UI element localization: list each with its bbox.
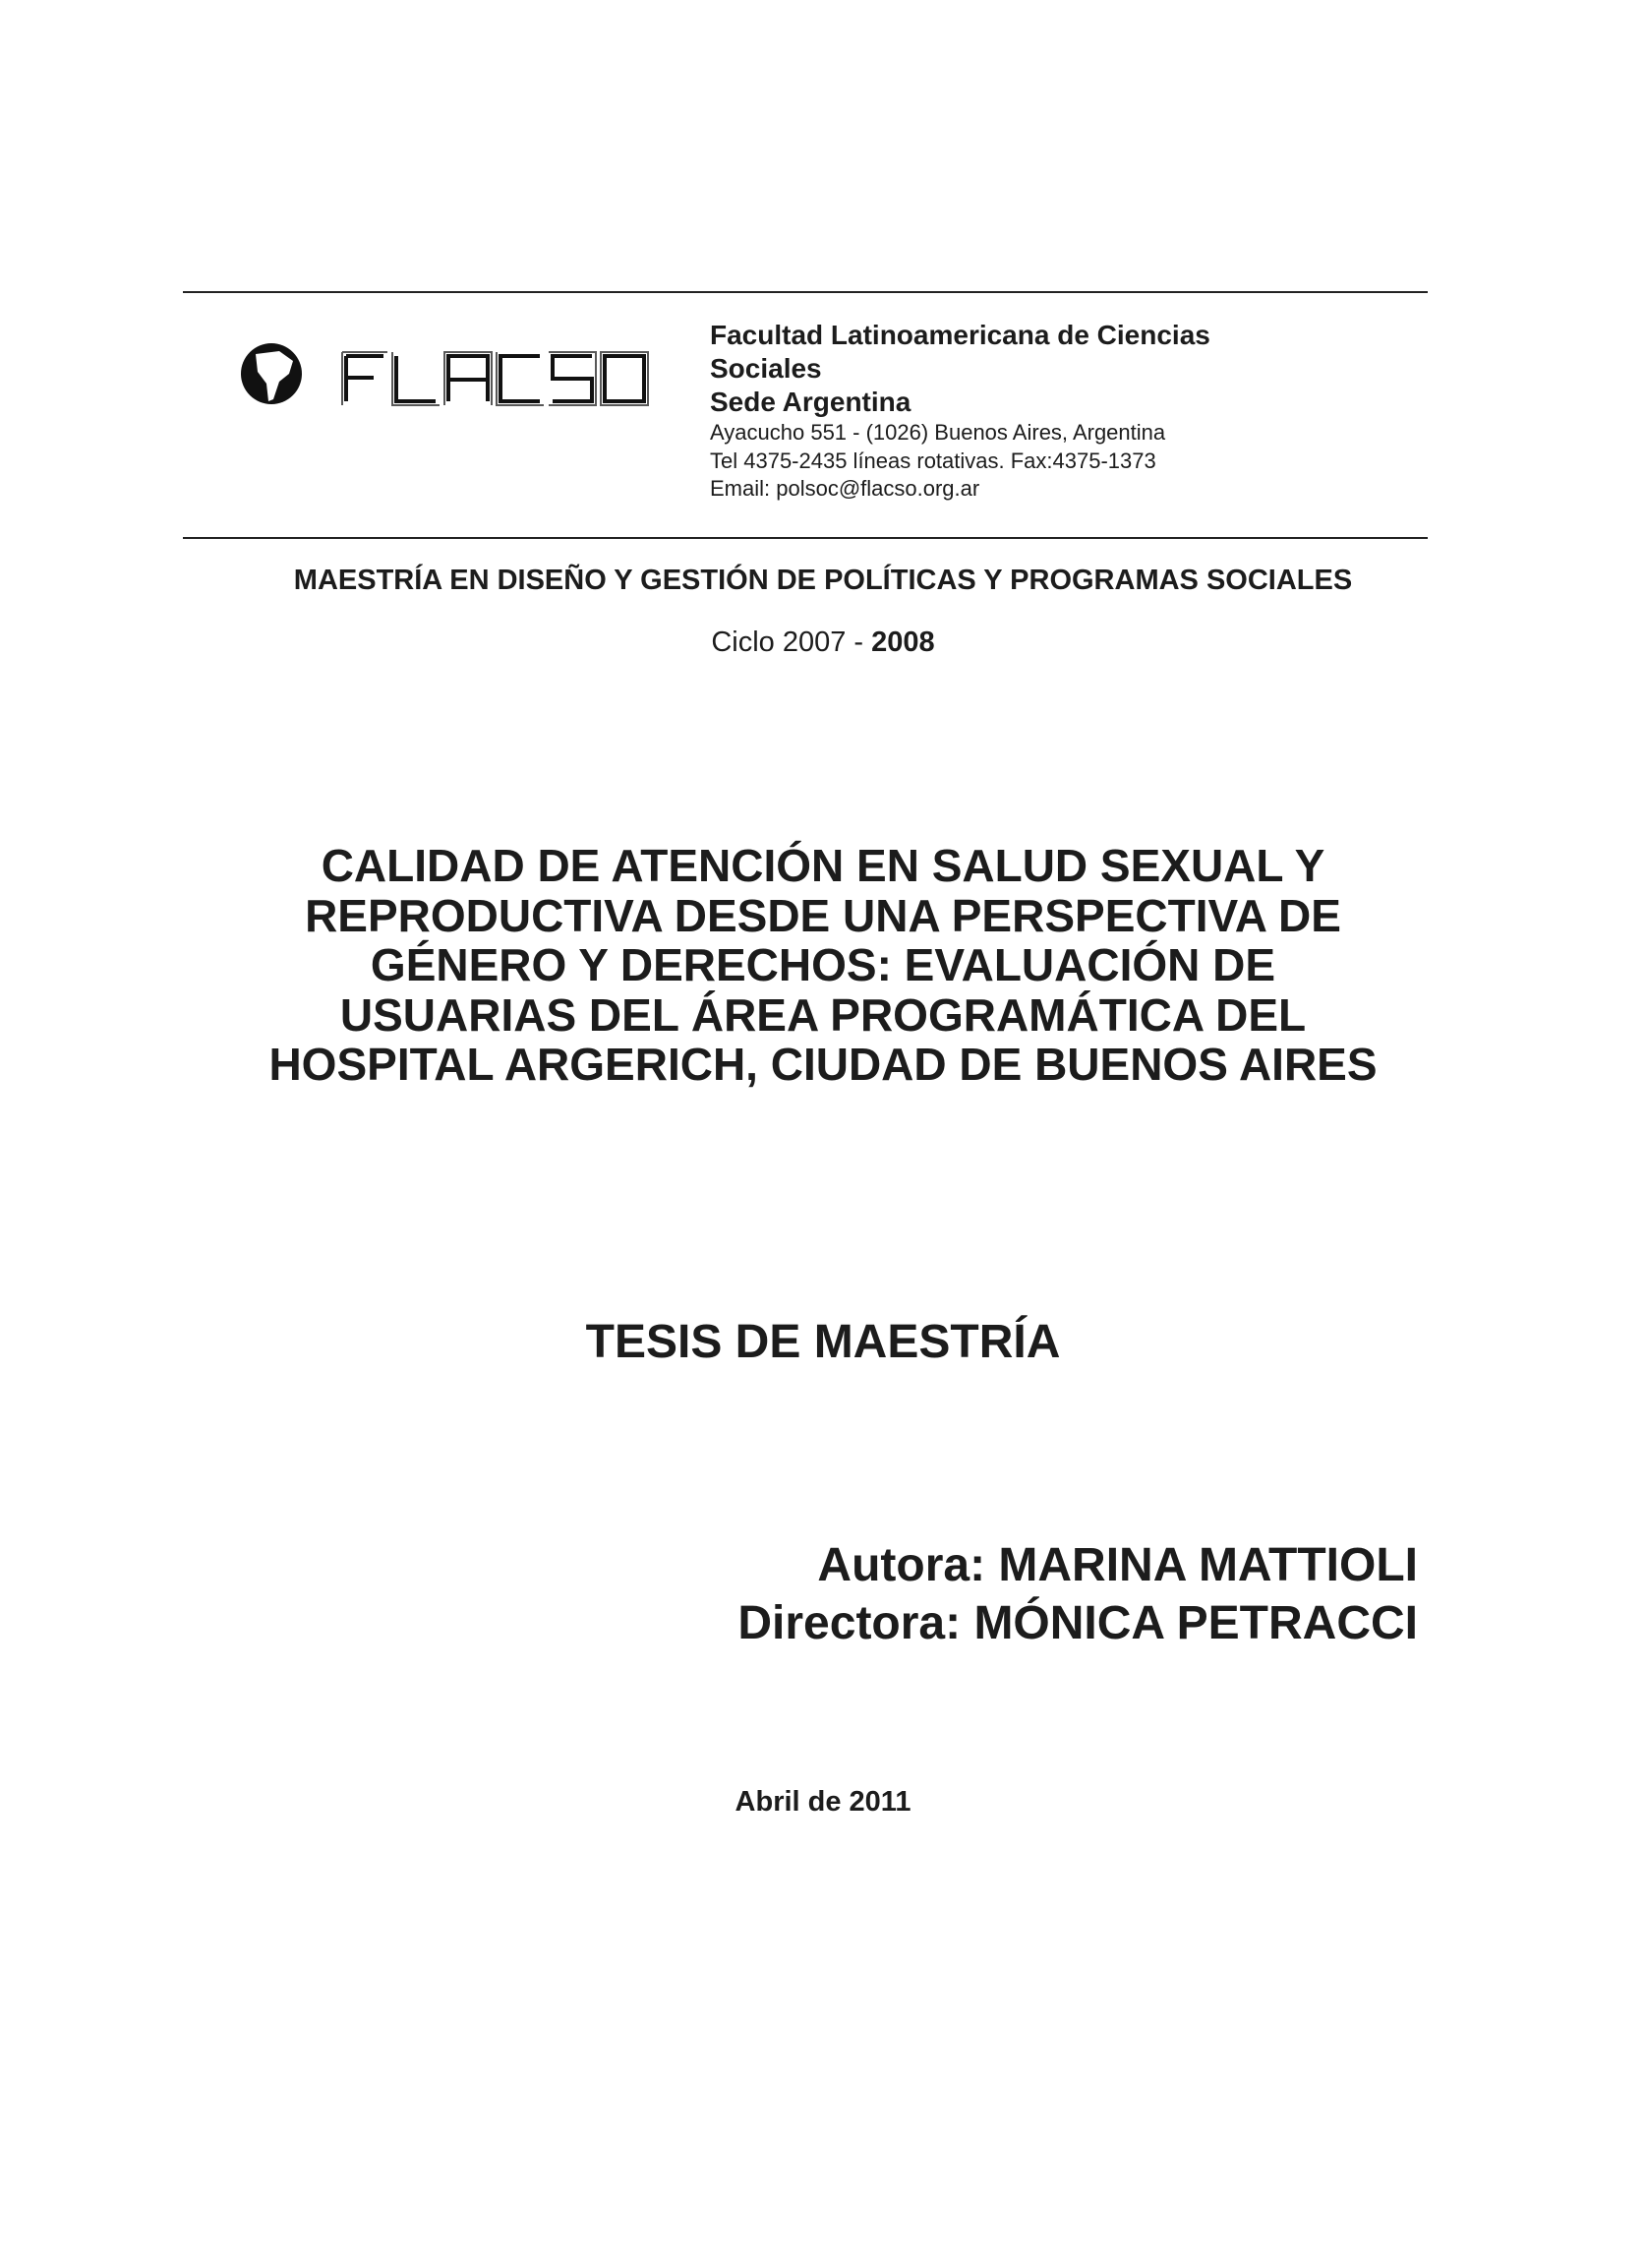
document-type: TESIS DE MAESTRÍA	[585, 1316, 1061, 1368]
title-line: USUARIAS DEL ÁREA PROGRAMÁTICA DEL	[339, 988, 1307, 1041]
authorship	[737, 1537, 1418, 1652]
institution-info	[710, 319, 1210, 503]
header-bottom-rule	[183, 537, 1428, 539]
institution-name-line2: Sociales	[710, 353, 822, 385]
title-line: HOSPITAL ARGERICH, CIUDAD DE BUENOS AIRES	[268, 1039, 1378, 1091]
institution-email: Email: polsoc@flacso.org.ar	[710, 475, 980, 501]
title-line: CALIDAD DE ATENCIÓN EN SALUD SEXUAL Y	[321, 840, 1325, 891]
flacso-logo	[236, 325, 673, 423]
program-cycle	[0, 627, 1646, 659]
program-name: MAESTRÍA EN DISEÑO Y GESTIÓN DE POLÍTICAS Y PROGRAMAS SOCIALES	[293, 565, 1353, 596]
cycle-label: Ciclo 2007 -	[711, 627, 864, 658]
flacso-wordmark	[346, 356, 644, 401]
title-line: GÉNERO Y DERECHOS: EVALUACIÓN DE	[370, 939, 1276, 991]
institution-headquarters: Sede Argentina	[710, 387, 911, 418]
author-line: Autora: MARINA MATTIOLI	[817, 1539, 1418, 1591]
institution-name-line1: Facultad Latinoamericana de Ciencias	[710, 320, 1210, 350]
institution-phone: Tel 4375-2435 líneas rotativas. Fax:4375-1373	[710, 448, 1156, 473]
thesis-title	[157, 841, 1489, 1090]
globe-south-america-icon	[241, 343, 302, 404]
institution-address: Ayacucho 551 - (1026) Buenos Aires, Argentina	[710, 420, 1166, 446]
submission-date: Abril de 2011	[735, 1786, 911, 1818]
cycle-end-year: 2008	[871, 627, 935, 658]
header-top-rule	[183, 291, 1428, 293]
title-line: REPRODUCTIVA DESDE UNA PERSPECTIVA DE	[305, 889, 1341, 941]
director-line: Directora: MÓNICA PETRACCI	[737, 1596, 1418, 1649]
